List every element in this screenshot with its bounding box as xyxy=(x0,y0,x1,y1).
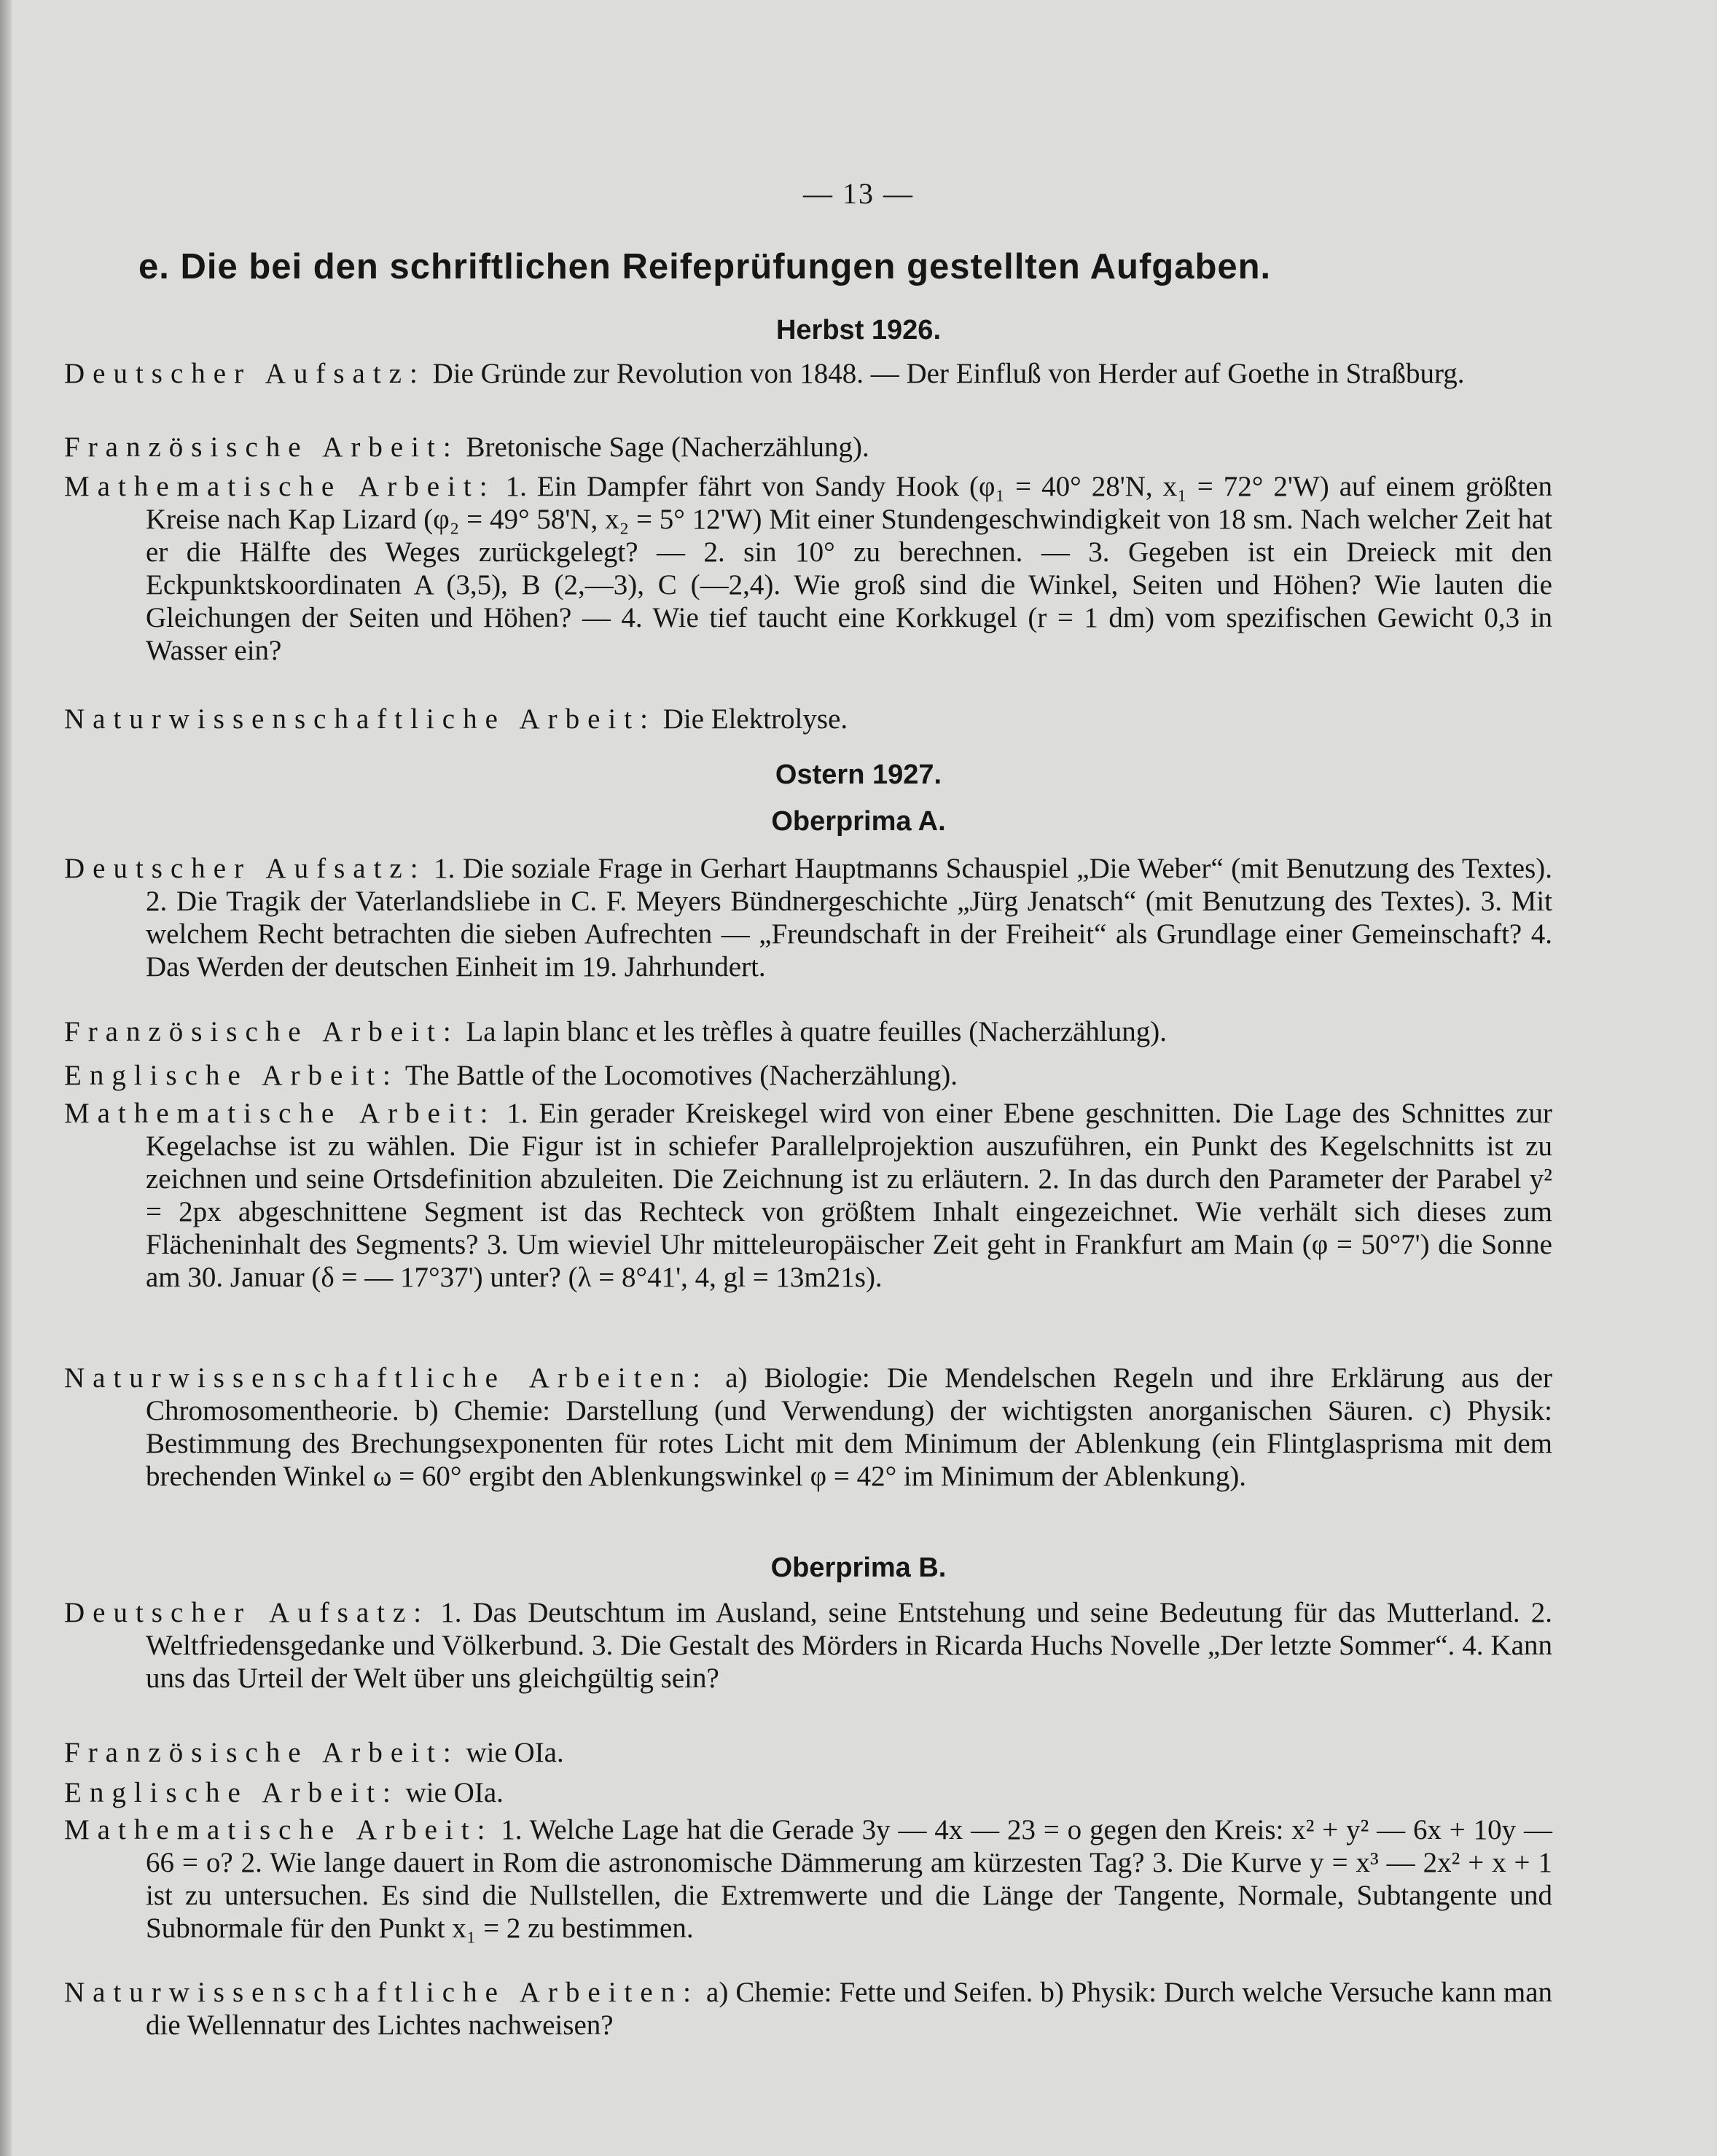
entry-text: 1. Das Deutschtum im Ausland, seine Entstehung und seine Bedeutung für das Mutterland. 2. Weltfriedensgedanke und Völkerbund. 3. Die Gestalt des Mörders in Ricarda Huchs Novelle „Der letzte Sommer“. 4. Kann uns das Urteil der Welt über uns gleichgültig sein? xyxy=(146,1597,1552,1694)
section-title-ostern-1927: Ostern 1927. xyxy=(775,759,942,790)
entry-text: Bretonische Sage (Nacherzählung). xyxy=(466,431,869,463)
entry-subject: Mathematische Arbeit: xyxy=(64,471,496,502)
entry-deutscher-aufsatz xyxy=(64,1596,1552,1695)
entry-subject: Englische Arbeit: xyxy=(64,1060,399,1091)
entry-englische-arbeit xyxy=(64,1059,1552,1092)
entry-deutscher-aufsatz xyxy=(64,357,1552,390)
page-number: — 13 — xyxy=(803,177,914,210)
entry-naturwissenschaftliche-arbeit xyxy=(64,703,1552,735)
entry-text: The Battle of the Locomotives (Nacherzählung). xyxy=(404,1060,958,1091)
page-title: e. Die bei den schriftlichen Reifeprüfungen gestellten Aufgaben. xyxy=(138,247,1272,286)
entry-text: wie OIa. xyxy=(405,1777,504,1808)
entry-subject: Mathematische Arbeit: xyxy=(64,1098,496,1129)
entry-text: 1. Ein gerader Kreiskegel wird von einer Ebene geschnitten. Die Lage des Schnittes zur Kegelachse ist zu wählen. Die Figur ist in schiefer Parallelprojektion auszuführen, ein Punkt des Kegelschnitts ist zu zeichnen und seine Ortsdefinition abzuleiten. Die Zeichnung ist zu erläutern. 2. In das durch den Parameter der Parabel y² = 2px abgeschnittene Segment ist das Rechteck von größtem Inhalt eingezeichnet. Wie verhält sich dieses zum Flächeninhalt des Segments? 3. Um wieviel Uhr mitteleuropäischer Zeit geht in Frankfurt am Main (φ = 50°7') die Sonne am 30. Januar (δ = — 17°37') unter? (λ = 8°41', 4, gl = 13m21s). xyxy=(146,1098,1553,1293)
entry-subject: Deutscher Aufsatz: xyxy=(64,853,426,884)
entry-franzoesische-arbeit xyxy=(64,1736,1552,1769)
entry-subject: Mathematische Arbeit: xyxy=(64,1814,493,1846)
entry-mathematische-arbeit xyxy=(64,1813,1552,1945)
entry-franzoesische-arbeit xyxy=(64,1015,1552,1048)
entry-subject: Französische Arbeit: xyxy=(64,1016,459,1047)
entry-text: a) Biologie: Die Mendelschen Regeln und ihre Erklärung aus der Chromosomentheorie. b) Chemie: Darstellung (und Verwendung) der wichtigsten anorganischen Säuren. c) Physik: Bestimmung des Brechungsexponenten für rotes Licht mit dem Minimum der Ablenkung (ein Flintglasprisma mit dem brechenden Winkel ω = 60° ergibt den Ablenkungswinkel φ = 42° im Minimum der Ablenkung). xyxy=(146,1362,1553,1492)
section-subtitle-oberprima-a: Oberprima A. xyxy=(771,806,946,837)
entry-text: Die Gründe zur Revolution von 1848. — Der Einfluß von Herder auf Goethe in Straßburg. xyxy=(432,358,1465,389)
entry-subject: Naturwissenschaftliche Arbeiten: xyxy=(64,1362,709,1394)
entry-franzoesische-arbeit xyxy=(64,431,1552,464)
entry-text: La lapin blanc et les trèfles à quatre feuilles (Nacherzählung). xyxy=(466,1016,1167,1047)
entry-englische-arbeit xyxy=(64,1776,1552,1809)
entry-subject: Englische Arbeit: xyxy=(64,1777,399,1808)
entry-mathematische-arbeit xyxy=(64,470,1552,667)
entry-naturwissenschaftliche-arbeiten xyxy=(64,1362,1552,1493)
entry-subject: Französische Arbeit: xyxy=(64,431,459,463)
entry-text: 1. Welche Lage hat die Gerade 3y — 4x — 23 = o gegen den Kreis: x² + y² — 6x + 10y — 66 = o? 2. Wie lange dauert in Rom die astronomische Dämmerung am kürzesten Tag? 3. Die Kurve y = x³ — 2x² + x + 1 ist zu untersuchen. Es sind die Nullstellen, die Extremwerte und die Länge der Tangente, Normale, Subtangente und Subnormale für den Punkt x₁ = 2 zu bestimmen. xyxy=(146,1814,1552,1944)
entry-deutscher-aufsatz xyxy=(64,852,1552,983)
entry-subject: Deutscher Aufsatz: xyxy=(64,1597,430,1628)
entry-text: 1. Die soziale Frage in Gerhart Hauptmanns Schauspiel „Die Weber“ (mit Benutzung des Textes). 2. Die Tragik der Vaterlandsliebe in C. F. Meyers Bündnergeschichte „Jürg Jenatsch“ (mit Benutzung des Textes). 3. Mit welchem Recht betrachten die sieben Aufrechten — „Freundschaft in der Freiheit“ als Grundlage einer Gemeinschaft? 4. Das Werden der deutschen Einheit im 19. Jahrhundert. xyxy=(146,853,1553,983)
entry-subject: Naturwissenschaftliche Arbeiten: xyxy=(64,1977,700,2008)
section-title-herbst-1926: Herbst 1926. xyxy=(775,315,941,345)
entry-mathematische-arbeit xyxy=(64,1097,1552,1294)
entry-naturwissenschaftliche-arbeiten xyxy=(64,1976,1552,2042)
entry-subject: Deutscher Aufsatz: xyxy=(64,358,426,389)
entry-text: a) Chemie: Fette und Seifen. b) Physik: Durch welche Versuche kann man die Wellennatur des Lichtes nachweisen? xyxy=(146,1977,1553,2041)
section-title-oberprima-b: Oberprima B. xyxy=(770,1552,947,1583)
entry-subject: Naturwissenschaftliche Arbeit: xyxy=(64,703,656,735)
entry-text: wie OIa. xyxy=(466,1737,564,1768)
entry-text: 1. Ein Dampfer fährt von Sandy Hook (φ₁ = 40° 28'N, x₁ = 72° 2'W) auf einem größten Kreise nach Kap Lizard (φ₂ = 49° 58'N, x₂ = 5° 12'W) Mit einer Stundengeschwindigkeit von 18 sm. Nach welcher Zeit hat er die Hälfte des Weges zurückgelegt? — 2. sin 10° zu berechnen. — 3. Gegeben ist ein Dreieck mit den Eckpunktskoordinaten A (3,5), B (2,—3), C (—2,4). Wie groß sind die Winkel, Seiten und Höhen? Wie lauten die Gleichungen der Seiten und Höhen? — 4. Wie tief taucht eine Korkkugel (r = 1 dm) vom spezifischen Gewicht 0,3 in Wasser ein? xyxy=(146,471,1552,666)
entry-subject: Französische Arbeit: xyxy=(64,1737,459,1768)
entry-text: Die Elektrolyse. xyxy=(662,703,848,735)
